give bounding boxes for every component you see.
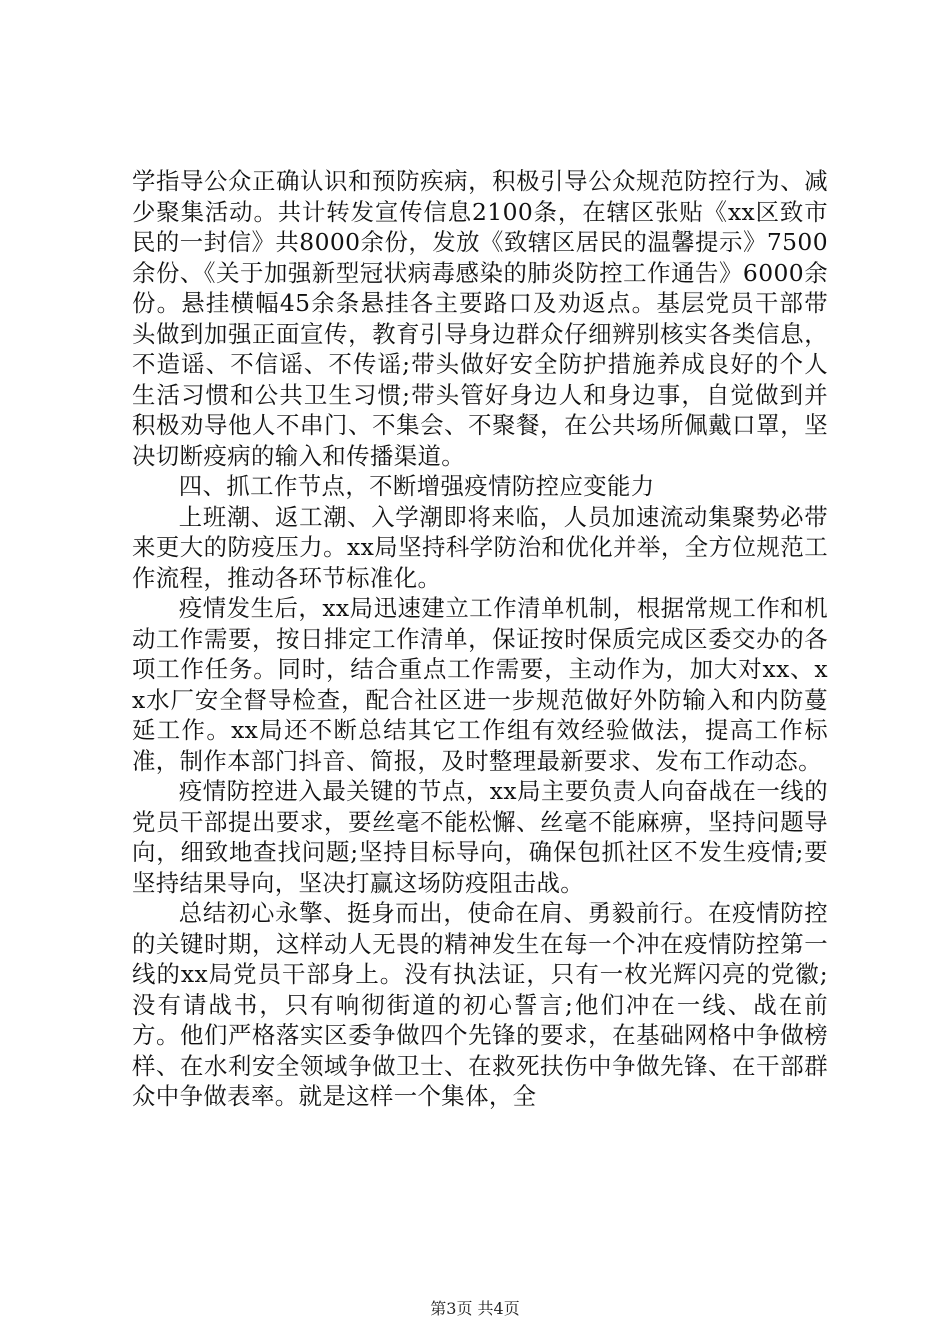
paragraph-4: 疫情发生后，xx局迅速建立工作清单机制，根据常规工作和机动工作需要，按日排定工作清单，保证按时保质完成区委交办的各项工作任务。同时，结合重点工作需要，主动作为，加大对xx、xx水厂安全督导检查，配合社区进一步规范做好外防输入和内防蔓延工作。xx局还不断总结其它工作组有效经验做法，提高工作标准，制作本部门抖音、简报，及时整理最新要求、发布工作动态。 (132, 594, 828, 775)
paragraph-5: 疫情防控进入最关键的节点，xx局主要负责人向奋战在一线的党员干部提出要求，要丝毫不能松懈、丝毫不能麻痹，坚持问题导向，细致地查找问题;坚持目标导向，确保包抓社区不发生疫情;要坚持结果导向，坚决打赢这场防疫阻击战。 (132, 777, 828, 897)
paragraph-1: 学指导公众正确认识和预防疾病，积极引导公众规范防控行为、减少聚集活动。共计转发宣传信息2100条，在辖区张贴《xx区致市民的一封信》共8000余份，发放《致辖区居民的温馨提示》7500余份、《关于加强新型冠状病毒感染的肺炎防控工作通告》6000余份。悬挂横幅45余条悬挂各主要路口及劝返点。基层党员干部带头做到加强正面宣传，教育引导身边群众仔细辨别核实各类信息，不造谣、不信谣、不传谣;带头做好安全防护措施养成良好的个人生活习惯和公共卫生习惯;带头管好身边人和身边事，自觉做到并积极劝导他人不串门、不集会、不聚餐，在公共场所佩戴口罩，坚决切断疫病的输入和传播渠道。 (132, 167, 828, 470)
document-body (132, 166, 828, 1112)
paragraph-3: 上班潮、返工潮、入学潮即将来临，人员加速流动集聚势必带来更大的防疫压力。xx局坚持科学防治和优化并举，全方位规范工作流程，推动各环节标准化。 (132, 502, 828, 592)
page-footer: 第3页 共4页 (430, 1299, 520, 1318)
section-heading-4: 四、抓工作节点，不断增强疫情防控应变能力 (178, 472, 655, 500)
paragraph-6: 总结初心永擎、挺身而出，使命在肩、勇毅前行。在疫情防控的关键时期，这样动人无畏的精神发生在每一个冲在疫情防控第一线的xx局党员干部身上。没有执法证，只有一枚光辉闪亮的党徽;没有请战书，只有响彻街道的初心誓言;他们冲在一线、战在前方。他们严格落实区委争做四个先锋的要求，在基础网格中争做榜样、在水利安全领域争做卫士、在救死扶伤中争做先锋、在干部群众中争做表率。就是这样一个集体，全 (132, 899, 828, 1110)
